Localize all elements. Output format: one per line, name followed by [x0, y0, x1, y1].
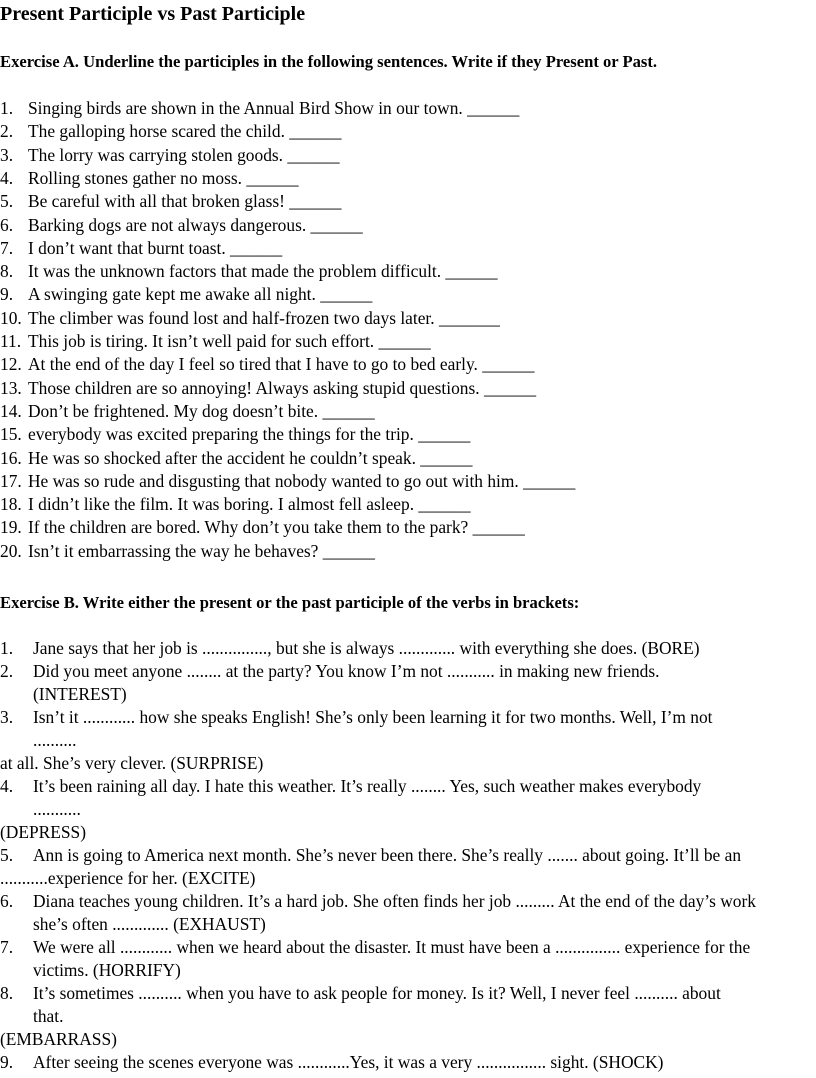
item-number: 1.	[0, 638, 14, 658]
item-number: 5.	[0, 191, 14, 212]
item-sentence: Diana teaches young children. It’s a hard job. She often finds her job ......... At the end of the day’s work	[33, 891, 756, 911]
item-number: 6.	[0, 891, 14, 911]
item-sentence: Isn’t it embarrassing the way he behaves? ______	[28, 540, 375, 561]
item-sentence: she’s often ............. (EXHAUST)	[33, 914, 266, 934]
item-number: 15.	[0, 424, 22, 445]
item-sentence: Isn’t it ............ how she speaks English! She’s only been learning it for two months. Well, I’m not	[33, 707, 713, 727]
item-number: 18.	[0, 494, 22, 515]
item-number: 9.	[0, 284, 14, 305]
item-sentence: The galloping horse scared the child. ______	[28, 121, 342, 142]
page-title: Present Participle vs Past Participle	[0, 3, 306, 25]
item-sentence: Those children are so annoying! Always asking stupid questions. ______	[28, 377, 537, 398]
item-sentence: He was so shocked after the accident he couldn’t speak. ______	[28, 447, 473, 468]
item-sentence: The climber was found lost and half-frozen two days later. _______	[28, 307, 500, 328]
item-number: 13.	[0, 377, 22, 398]
item-sentence: If the children are bored. Why don’t you take them to the park? ______	[28, 517, 525, 538]
item-sentence: It’s sometimes .......... when you have to ask people for money. Is it? Well, I never feel .......... about	[33, 983, 721, 1003]
item-number: 12.	[0, 354, 22, 375]
item-sentence: Barking dogs are not always dangerous. ______	[28, 214, 363, 235]
item-number: 7.	[0, 937, 14, 957]
exercise-a-heading: Exercise A. Underline the participles in the following sentences. Write if they Present or Past.	[0, 52, 658, 71]
item-sentence: The lorry was carrying stolen goods. ______	[28, 144, 340, 165]
item-sentence: He was so rude and disgusting that nobody wanted to go out with him. ______	[28, 470, 576, 491]
item-sentence: It’s been raining all day. I hate this weather. It’s really ........ Yes, such weather makes everybody	[33, 776, 702, 796]
item-number: 4.	[0, 776, 14, 796]
item-sentence: victims. (HORRIFY)	[33, 960, 181, 980]
item-sentence: Did you meet anyone ........ at the party? You know I’m not ........... in making new friends.	[33, 661, 660, 681]
item-sentence: that.	[33, 1006, 64, 1026]
item-number: 1.	[0, 98, 14, 118]
item-number: 9.	[0, 1052, 14, 1072]
item-sentence: (EMBARRASS)	[0, 1029, 117, 1049]
item-number: 19.	[0, 517, 22, 538]
item-sentence: (DEPRESS)	[0, 822, 87, 842]
item-sentence: Don’t be frightened. My dog doesn’t bite. ______	[28, 400, 375, 421]
item-sentence: Rolling stones gather no moss. ______	[28, 167, 299, 188]
item-sentence: I don’t want that burnt toast. ______	[28, 237, 283, 258]
item-sentence: Ann is going to America next month. She’s never been there. She’s really ....... about going. It’ll be an	[33, 845, 742, 865]
item-number: 2.	[0, 661, 14, 681]
item-number: 6.	[0, 214, 14, 235]
item-number: 4.	[0, 167, 14, 188]
item-sentence: I didn’t like the film. It was boring. I almost fell asleep. ______	[28, 494, 471, 515]
item-sentence: Be careful with all that broken glass! ______	[28, 191, 342, 212]
exercise-b-heading: Exercise B. Write either the present or the past participle of the verbs in brackets:	[0, 593, 580, 612]
item-number: 5.	[0, 845, 14, 865]
item-number: 3.	[0, 144, 14, 165]
item-sentence: It was the unknown factors that made the problem difficult. ______	[28, 261, 498, 282]
item-sentence: ..........	[33, 730, 77, 750]
item-sentence: This job is tiring. It isn’t well paid for such effort. ______	[28, 331, 431, 351]
item-number: 2.	[0, 121, 14, 142]
item-number: 14.	[0, 400, 22, 421]
item-number: 8.	[0, 261, 14, 282]
item-sentence: at all. She’s very clever. (SURPRISE)	[0, 753, 264, 773]
item-sentence: (INTEREST)	[33, 684, 127, 704]
item-number: 16.	[0, 447, 22, 468]
item-sentence: We were all ............ when we heard about the disaster. It must have been a ............... experience for the	[33, 937, 751, 957]
item-number: 17.	[0, 470, 22, 491]
item-sentence: At the end of the day I feel so tired that I have to go to bed early. ______	[28, 354, 535, 375]
item-sentence: ...........	[33, 799, 81, 819]
item-sentence: A swinging gate kept me awake all night. ______	[28, 284, 373, 305]
item-number: 7.	[0, 237, 14, 258]
item-sentence: ...........experience for her. (EXCITE)	[0, 868, 256, 888]
item-number: 11.	[0, 331, 22, 351]
item-sentence: everybody was excited preparing the things for the trip. ______	[28, 424, 471, 445]
item-number: 20.	[0, 540, 22, 561]
item-sentence: After seeing the scenes everyone was ............Yes, it was a very ................ sight. (SHOCK)	[33, 1052, 664, 1072]
item-number: 3.	[0, 707, 14, 727]
item-number: 8.	[0, 983, 14, 1003]
item-sentence: Jane says that her job is ..............., but she is always ............. with everything she does. (BORE)	[33, 638, 700, 658]
item-number: 10.	[0, 307, 22, 328]
item-sentence: Singing birds are shown in the Annual Bird Show in our town. ______	[28, 98, 520, 118]
